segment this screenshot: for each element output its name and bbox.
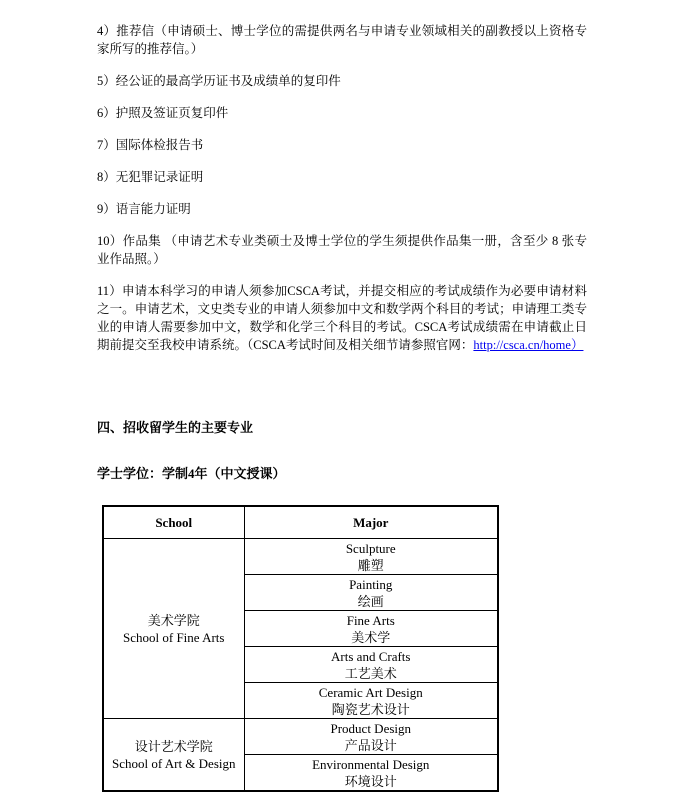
majors-table [102,505,499,792]
table-header-row [103,506,498,539]
major-name-en: Painting [349,576,393,592]
school-name-en: School of Fine Arts [123,629,225,645]
col-header-major: Major [244,506,498,539]
major-cell-environmental-design [244,755,498,792]
list-item-11-text: 11）申请本科学习的申请人须参加CSCA考试，并提交相应的考试成绩作为必要申请材料之一。申请艺术，文史类专业的申请人须参加中文和数学两个科目的考试；申请理工类专业的申请人需要参加中文，数学和化学三个科目的考试。CSCA考试成绩需在申请截止日期前提交至我校申请系统。（CSCA考试时间及相关细节请参照官网： [97,284,587,352]
major-name-zh: 环境设计 [344,773,397,789]
major-cell-sculpture [244,539,498,575]
degree-heading: 学士学位：学制4年（中文授课） [97,466,286,481]
csca-website-link[interactable]: http://csca.cn/home） [473,338,584,352]
list-item-11 [97,282,587,354]
major-cell-arts-and-crafts [244,647,498,683]
major-name-zh: 雕塑 [357,557,384,573]
major-cell-painting [244,575,498,611]
major-name-zh: 绘画 [357,593,384,609]
col-header-school: School [103,506,244,539]
major-cell-fine-arts [244,611,498,647]
school-cell-art-and-design [103,719,244,792]
school-name-zh: 设计艺术学院 [134,738,213,754]
table-row [103,539,498,575]
major-name-en: Fine Arts [346,612,395,628]
major-name-en: Ceramic Art Design [318,684,423,700]
major-cell-product-design [244,719,498,755]
list-item-6: 6）护照及签证页复印件 [97,106,229,120]
list-item-10: 10）作品集 （申请艺术专业类硕士及博士学位的学生须提供作品集一册，含至少 8 张专业作品照。） [97,234,587,266]
major-name-zh: 产品设计 [344,737,397,753]
major-name-zh: 美术学 [351,629,391,645]
school-cell-fine-arts [103,539,244,719]
list-item-5: 5）经公证的最高学历证书及成绩单的复印件 [97,74,341,88]
school-name-en: School of Art & Design [112,755,236,771]
list-item-4: 4）推荐信（申请硕士、博士学位的需提供两名与申请专业领域相关的副教授以上资格专家所写的推荐信。） [97,24,587,56]
school-name-zh: 美术学院 [147,612,200,628]
major-name-en: Arts and Crafts [331,648,411,664]
major-name-en: Sculpture [345,540,396,556]
major-name-zh: 陶瓷艺术设计 [331,701,410,717]
major-name-en: Environmental Design [312,756,430,772]
major-name-en: Product Design [330,720,412,736]
list-item-9: 9）语言能力证明 [97,202,191,216]
major-name-zh: 工艺美术 [344,665,397,681]
major-cell-ceramic-art-design [244,683,498,719]
list-item-8: 8）无犯罪记录证明 [97,170,204,184]
list-item-7: 7）国际体检报告书 [97,138,204,152]
section-heading: 四、招收留学生的主要专业 [97,420,254,435]
table-row [103,719,498,755]
